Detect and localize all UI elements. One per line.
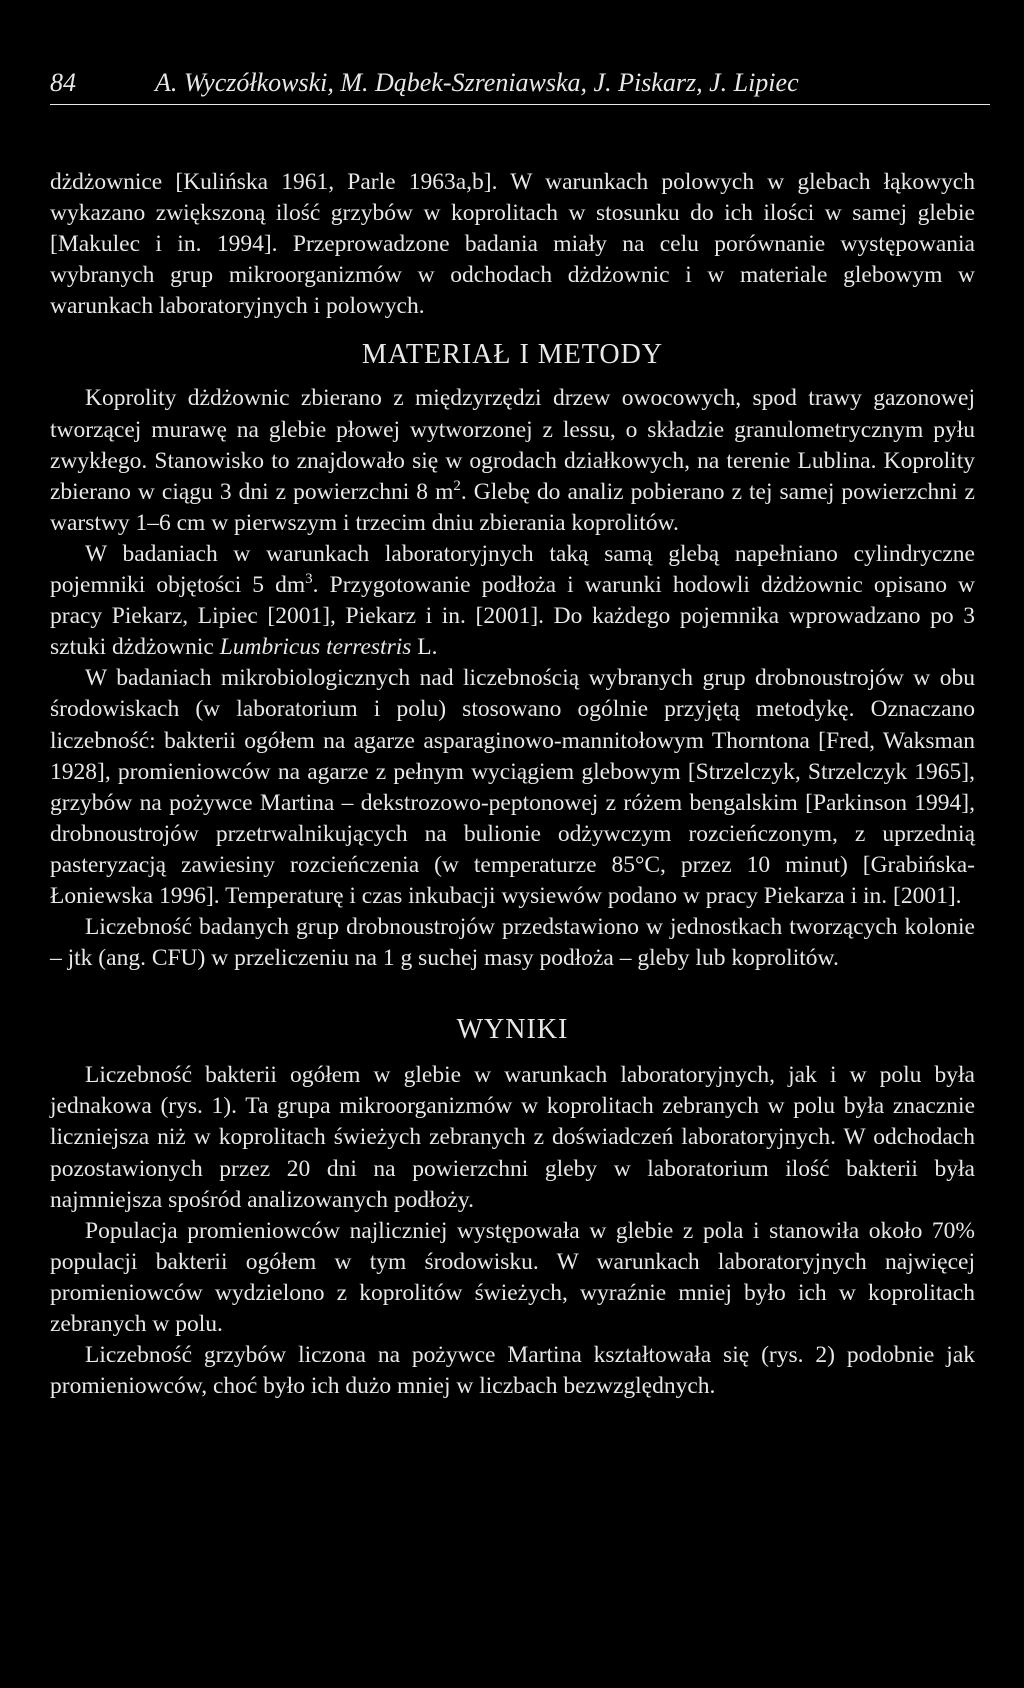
methods-paragraph-3: W badaniach mikrobiologicznych nad liczebnością wybranych grup drobnoustrojów w obu środowiskach (w laboratorium i polu) stosowano ogólnie przyjętą metodykę. Oznaczano liczebność: bakterii ogółem na agarze asparaginowo-mannitołowym Thorntona [Fred, Waksman 1928], promieniowców na agarze z pełnym wyciągiem glebowym [Strzelczyk, Strzelczyk 1965], grzybów na pożywce Martina – dekstrozowo-peptonowej z różem bengalskim [Parkinson 1994], drobnoustrojów przetrwalnikujących na bulionie odżywczym rozcieńczonym, z uprzednią pasteryzacją zawiesiny rozcieńczenia (w temperaturze 85°C, przez 10 minut) [Grabińska-Łoniewska 1996]. Temperaturę i czas inkubacji wysiewów podano w pracy Piekarza i in. [2001].: [50, 665, 975, 909]
methods-p2-text-c: L.: [411, 634, 438, 661]
section-heading-results: WYNIKI: [456, 1014, 569, 1046]
page-body: [50, 167, 975, 1402]
superscript-2: 2: [453, 477, 461, 494]
results-paragraph-2: Populacja promieniowców najliczniej występowała w glebie z pola i stanowiła około 70% populacji bakterii ogółem w tym środowisku. W warunkach laboratoryjnych najwięcej promieniowców wydzielono z koprolitów świeżych, wyraźnie mniej było ich w koprolitach zebranych w polu.: [50, 1217, 975, 1337]
methods-p2-text-b: . Przygotowanie podłoża i warunki hodowli dżdżownic opisano w pracy Piekarz, Lipiec [2001], Piekarz i in. [2001]. Do każdego pojemnika wprowadzano po 3 sztuki dżdżownic: [50, 572, 975, 661]
methods-p2-text-a: W badaniach w warunkach laboratoryjnych taką samą glebą napełniano cylindryczne pojemniki objętości 5 dm: [50, 540, 975, 599]
intro-paragraph: dżdżownice [Kulińska 1961, Parle 1963a,b]. W warunkach polowych w glebach łąkowych wykazano zwiększoną ilość grzybów w koprolitach w stosunku do ich ilości w samej glebie [Makulec i in. 1994]. Przeprowadzone badania miały na celu porównanie występowania wybranych grup mikroorganizmów w odchodach dżdżownic i w materiale glebowym w warunkach laboratoryjnych i polowych.: [50, 169, 975, 320]
running-header-authors: A. Wyczółkowski, M. Dąbek-Szreniawska, J. Piskarz, J. Lipiec: [155, 68, 799, 97]
methods-paragraph-1: [50, 383, 975, 538]
superscript-3: 3: [305, 571, 313, 588]
methods-p1-text-b: . Glebę do analiz pobierano z tej samej powierzchni z warstwy 1–6 cm w pierwszym i trzecim dniu zbierania koprolitów.: [50, 478, 975, 536]
results-paragraph-3: Liczebność grzybów liczona na pożywce Martina kształtowała się (rys. 2) podobnie jak promieniowców, choć było ich dużo mniej w liczbach bezwzględnych.: [50, 1342, 975, 1400]
methods-paragraph-4: Liczebność badanych grup drobnoustrojów przedstawiono w jednostkach tworzących kolonie – jtk (ang. CFU) w przeliczeniu na 1 g suchej masy podłoża – gleby lub koprolitów.: [50, 914, 975, 972]
methods-paragraph-2: [50, 539, 975, 663]
methods-p1-text-a: Koprolity dżdżownic zbierano z międzyrzędzi drzew owocowych, spod trawy gazonowej tworzącej murawę na glebie płowej wytworzonej z lessu, o składzie granulometrycznym pyłu zwykłego. Stanowisko to znajdowało się w ogrodach działkowych, na terenie Lublina. Koprolity zbierano w ciągu 3 dni z powierzchni 8 m: [50, 385, 975, 505]
results-paragraph-1: Liczebność bakterii ogółem w glebie w warunkach laboratoryjnych, jak i w polu była jednakowa (rys. 1). Ta grupa mikroorganizmów w koprolitach zebranych w polu była znacznie liczniejsza niż w koprolitach świeżych zebranych z doświadczeń laboratoryjnych. W odchodach pozostawionych przez 20 dni na powierzchni gleby w laboratorium ilość bakterii była najmniejsza spośród analizowanych podłoży.: [50, 1062, 975, 1213]
running-header: [50, 66, 990, 105]
species-name: Lumbricus terrestris: [219, 634, 412, 661]
page-number: 84: [50, 68, 76, 97]
section-heading-methods: MATERIAŁ I METODY: [361, 339, 664, 371]
